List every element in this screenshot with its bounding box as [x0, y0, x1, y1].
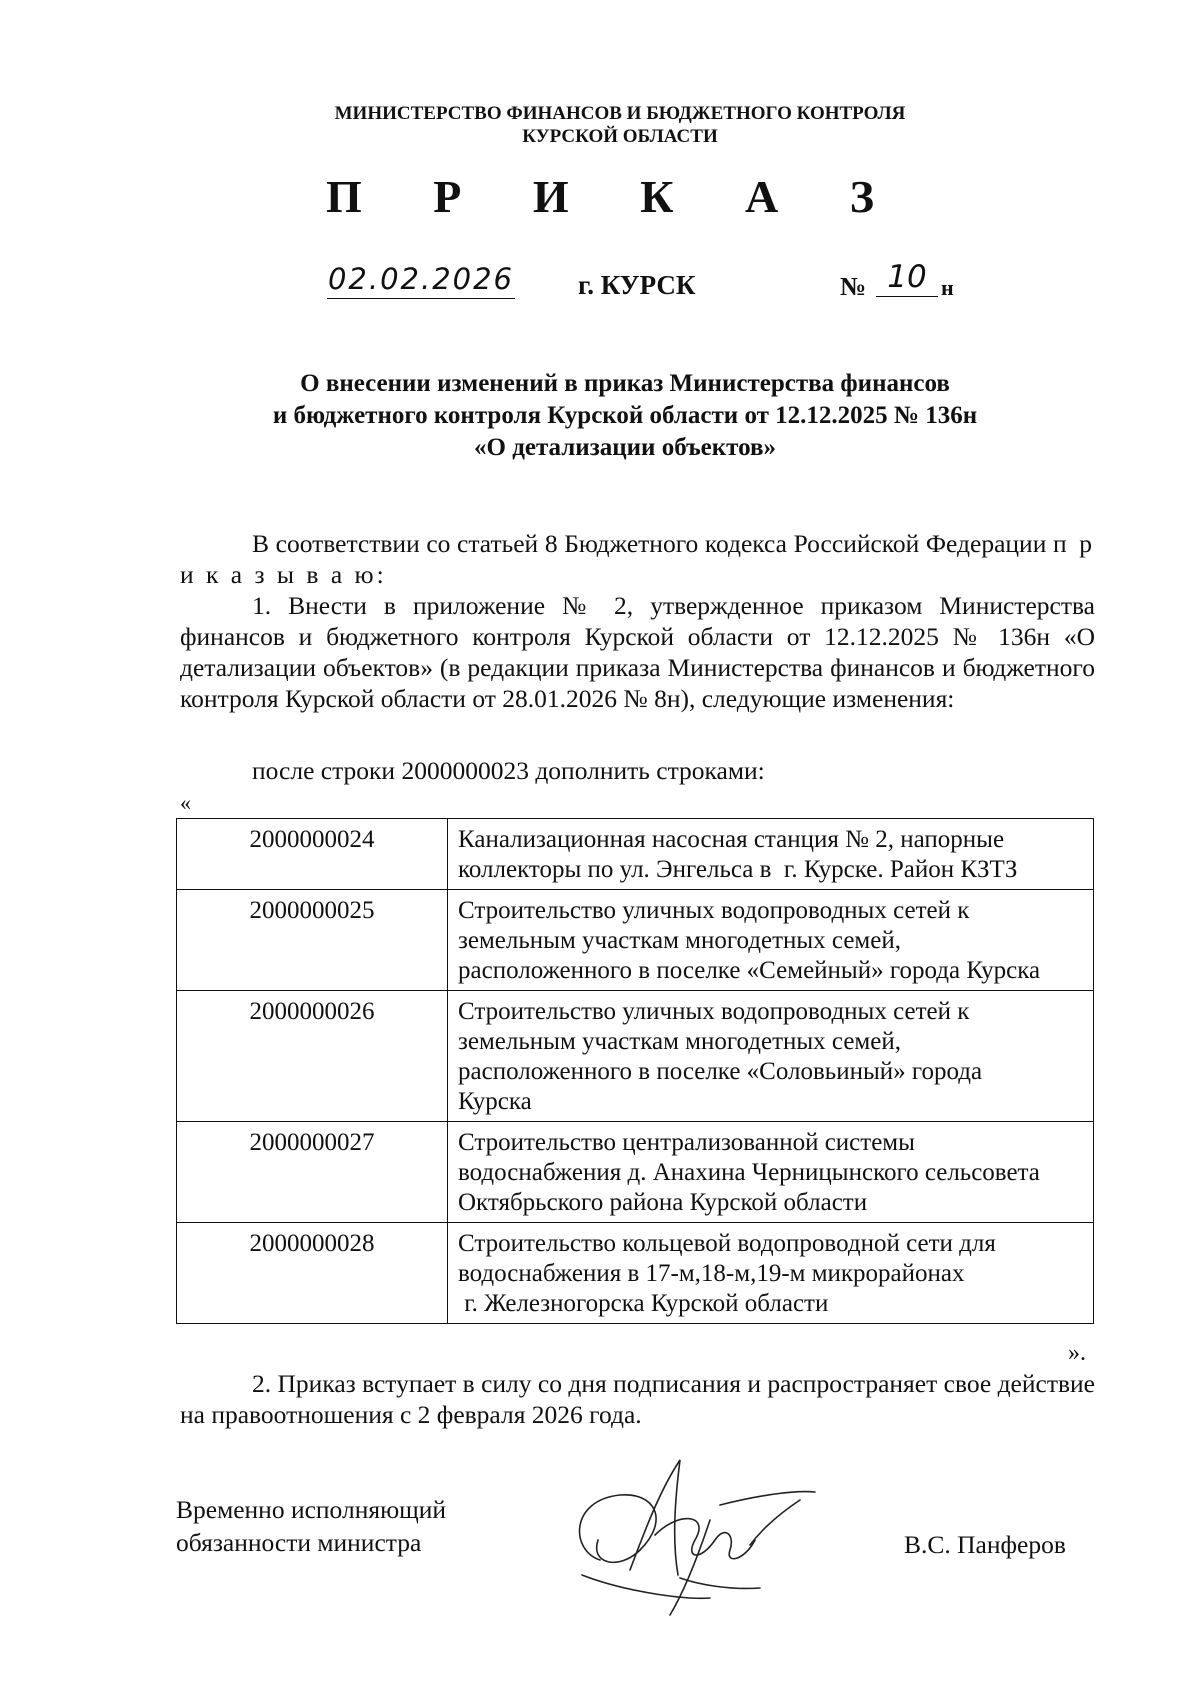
order-city: г. КУРСК: [578, 270, 696, 300]
order-date: 02.02.2026: [327, 260, 515, 299]
order-title: П Р И К А З: [325, 171, 904, 222]
item-1-paragraph: 1. Внести в приложение № 2, утвержденное приказом Министерства финансов и бюджетного контроля Курской области от 12.12.2025 № 136н «О детализации объектов» (в редакции приказа Министерства финансов и бюджетного контроля Курской области от 28.01.2026 № 8н), следующие изменения:: [180, 591, 1095, 713]
object-description-line: водоснабжения в 17-м,18-м,19-м микрорайонах: [458, 1260, 965, 1287]
object-description: [448, 991, 1094, 1122]
subject-line-3: «О детализации объектов»: [474, 434, 776, 461]
preamble-command: п р и к а з ы в а ю:: [180, 529, 1095, 589]
signer-name: В.С. Панферов: [904, 1530, 1066, 1559]
handwritten-signature: [560, 1440, 820, 1620]
signer-role: [176, 1493, 446, 1559]
object-description-line: Канализационная насосная станция № 2, напорные: [458, 826, 1005, 853]
object-description: [448, 1122, 1094, 1223]
table-row: [177, 1122, 1094, 1223]
table-quote-open: «: [180, 790, 191, 815]
order-number-suffix: н: [941, 275, 954, 300]
preamble-paragraph: [180, 528, 1095, 590]
object-description-line: Строительство уличных водопроводных сетей к: [458, 897, 970, 924]
object-description-line: водоснабжения д. Анахина Черницынского сельсовета: [458, 1159, 1040, 1186]
object-description-line: земельным участкам многодетных семей,: [458, 1028, 901, 1055]
object-description-line: Строительство кольцевой водопроводной сети для: [458, 1230, 996, 1257]
order-subject: [0, 368, 1200, 464]
table-row: [177, 890, 1094, 991]
object-description-line: расположенного в поселке «Семейный» города Курска: [458, 957, 1041, 984]
object-code: 2000000028: [177, 1223, 448, 1324]
object-code: 2000000024: [177, 819, 448, 890]
ministry-line-1: МИНИСТЕРСТВО ФИНАНСОВ И БЮДЖЕТНОГО КОНТРОЛЯ: [334, 103, 906, 124]
object-description-line: земельным участкам многодетных семей,: [458, 927, 901, 954]
object-description-line: Строительство централизованной системы: [458, 1129, 915, 1156]
object-description: [448, 890, 1094, 991]
object-description-line: коллекторы по ул. Энгельса в г. Курске. Район КЗТЗ: [458, 856, 1018, 883]
ministry-line-2: КУРСКОЙ ОБЛАСТИ: [522, 126, 718, 147]
subject-line-2: и бюджетного контроля Курской области от 12.12.2025 № 136н: [272, 402, 978, 429]
object-description-line: расположенного в поселке «Соловьиный» города: [458, 1058, 983, 1085]
preamble-text: В соответствии со статьей 8 Бюджетного кодекса Российской Федерации: [252, 529, 1047, 558]
table-row: [177, 1223, 1094, 1324]
signer-role-line-2: обязанности министра: [176, 1528, 422, 1557]
table-row: [177, 819, 1094, 890]
order-number-sign: №: [840, 272, 867, 301]
signer-role-line-1: Временно исполняющий: [176, 1495, 447, 1524]
object-description: [448, 819, 1094, 890]
object-description-line: Строительство уличных водопроводных сетей к: [458, 998, 970, 1025]
object-code: 2000000027: [177, 1122, 448, 1223]
table-quote-close: ».: [1068, 1340, 1086, 1366]
subject-line-1: О внесении изменений в приказ Министерства финансов: [300, 370, 950, 397]
object-description-line: Курска: [458, 1088, 532, 1115]
objects-table: [176, 818, 1094, 1324]
ministry-header: [0, 102, 1200, 148]
object-description-line: г. Железногорска Курской области: [458, 1290, 829, 1317]
table-row: [177, 991, 1094, 1122]
object-description: [448, 1223, 1094, 1324]
order-number: 10: [876, 258, 938, 297]
object-code: 2000000026: [177, 991, 448, 1122]
after-row-instruction: после строки 2000000023 дополнить строками:: [252, 756, 765, 785]
object-code: 2000000025: [177, 890, 448, 991]
object-description-line: Октябрьского района Курской области: [458, 1189, 868, 1216]
item-2-paragraph: 2. Приказ вступает в силу со дня подписания и распространяет свое действие на правоотношения с 2 февраля 2026 года.: [180, 1369, 1095, 1429]
